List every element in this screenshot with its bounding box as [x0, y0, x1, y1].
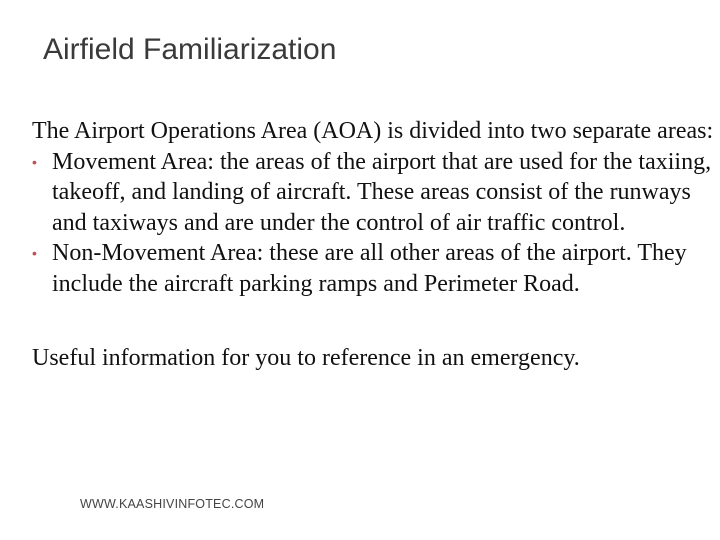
slide-title: Airfield Familiarization	[43, 33, 337, 66]
spacer	[32, 299, 718, 343]
bullet-non-movement-area	[32, 238, 718, 299]
slide-body	[32, 116, 718, 374]
footer-url: WWW.KAASHIVINFOTEC.COM	[80, 497, 265, 511]
bullet-dot-icon: •	[32, 153, 37, 170]
intro-paragraph: The Airport Operations Area (AOA) is divided into two separate areas:	[32, 118, 714, 144]
bullet-movement-area	[32, 147, 718, 239]
closing-paragraph: Useful information for you to reference in an emergency.	[32, 345, 580, 371]
bullet-text: Non-Movement Area: these are all other areas of the airport. They include the aircraft parking ramps and Perimeter Road.	[52, 240, 687, 297]
bullet-dot-icon: •	[32, 245, 37, 261]
bullet-text: Movement Area: the areas of the airport that are used for the taxiing, takeoff, and landing of aircraft. These areas consist of the runways and taxiways and are under the control of air traffic control.	[52, 148, 712, 236]
